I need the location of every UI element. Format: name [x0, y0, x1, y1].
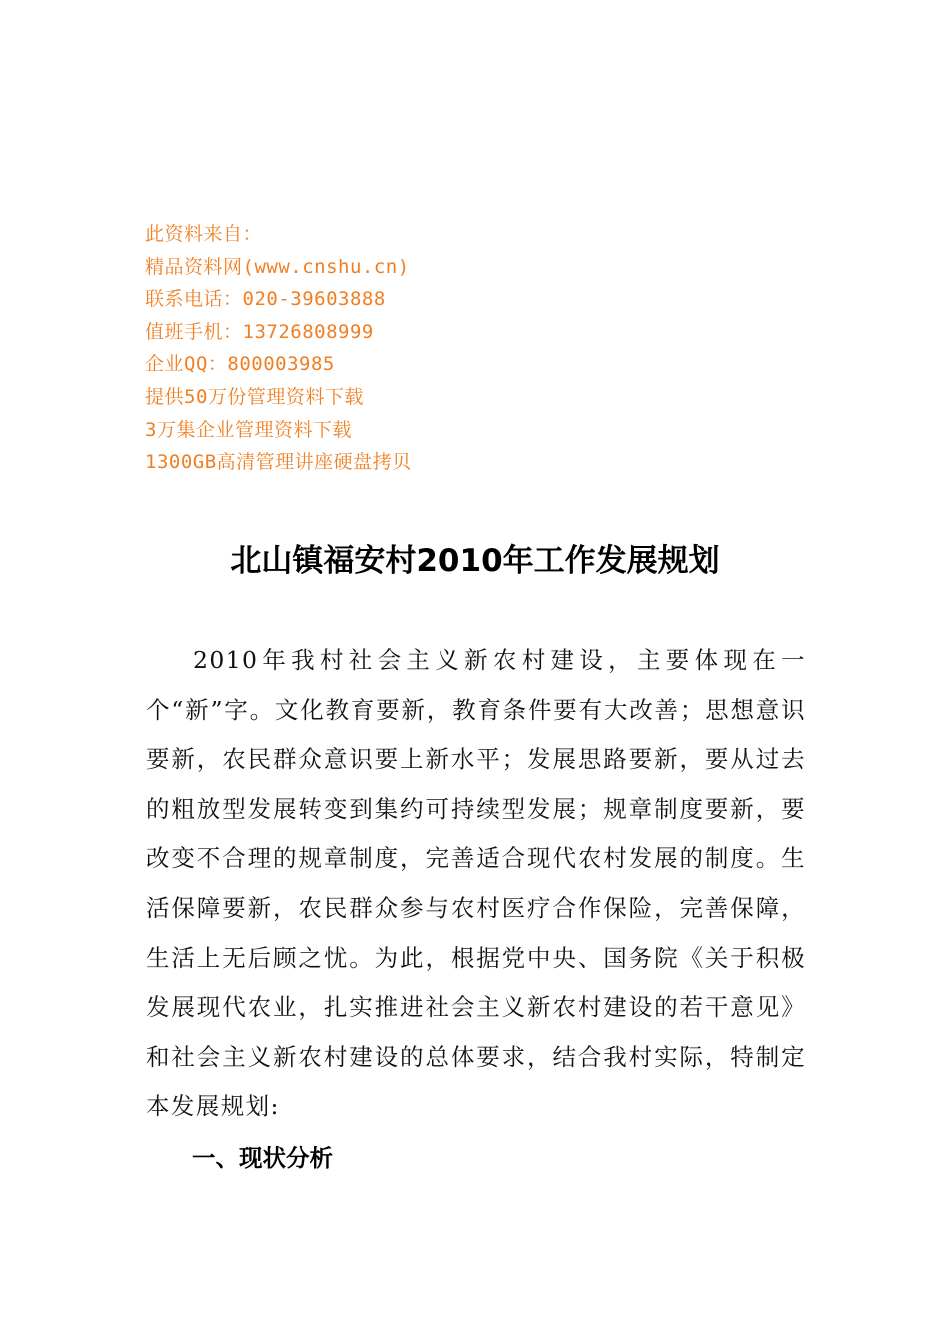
document-title: 北山镇福安村2010年工作发展规划 [230, 543, 720, 579]
offer-line-1: 提供50万份管理资料下载 [145, 385, 364, 408]
offer-line-2: 3万集企业管理资料下载 [145, 418, 352, 441]
document-body [146, 636, 806, 1132]
source-notice [145, 218, 745, 479]
source-notice-line: 此资料来自： [145, 223, 263, 245]
section-heading: 一、现状分析 [192, 1144, 333, 1172]
contact-phone-line: 联系电话：020-39603888 [145, 288, 386, 311]
company-qq-line: 企业QQ：800003985 [145, 353, 335, 376]
duty-mobile-line: 值班手机：13726808999 [145, 320, 374, 343]
intro-paragraph: 2010年我村社会主义新农村建设，主要体现在一个“新”字。文化教育要新，教育条件要有大改善；思想意识要新，农民群众意识要上新水平；发展思路要新，要从过去的粗放型发展转变到集约可持续型发展；规章制度要新，要改变不合理的规章制度，完善适合现代农村发展的制度。生活保障要新，农民群众参与农村医疗合作保险，完善保障，生活上无后顾之忧。为此，根据党中央、国务院《关于积极发展现代农业，扎实推进社会主义新农村建设的若干意见》和社会主义新农村建设的总体要求，结合我村实际，特制定本发展规划: [146, 646, 806, 1121]
source-website-line: 精品资料网(www.cnshu.cn) [145, 255, 410, 278]
offer-line-3: 1300GB高清管理讲座硬盘拷贝 [145, 451, 412, 474]
